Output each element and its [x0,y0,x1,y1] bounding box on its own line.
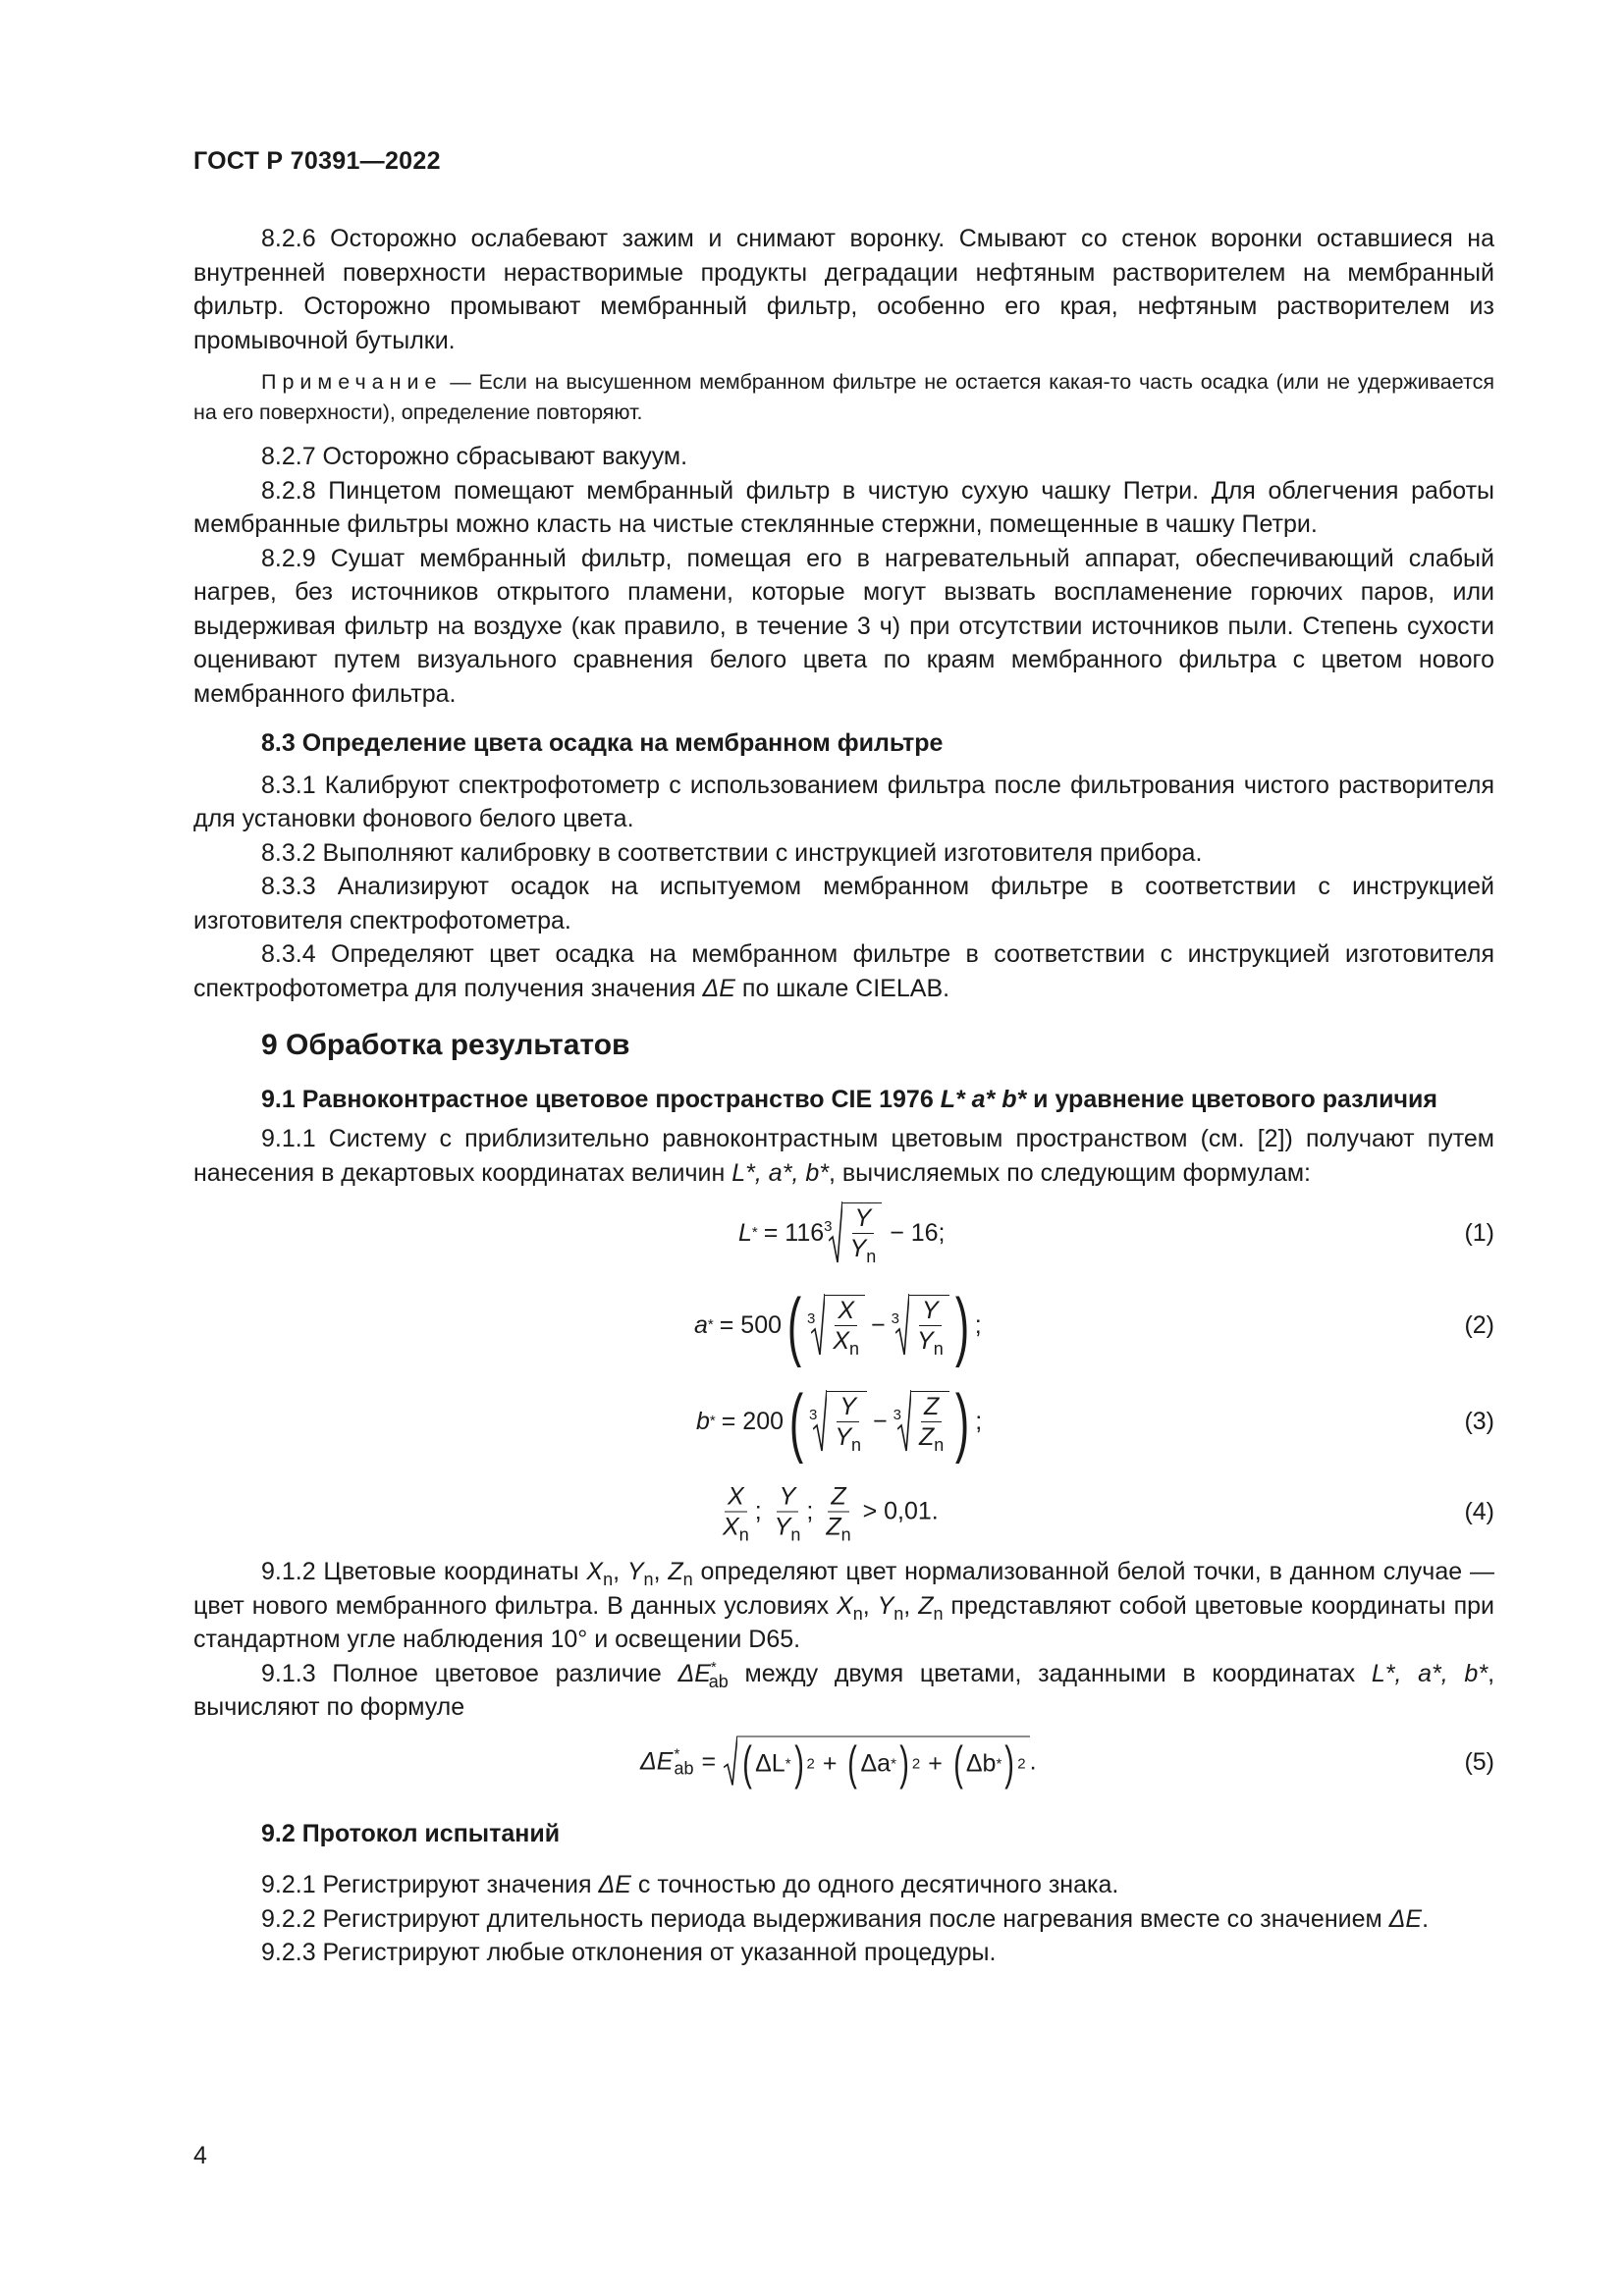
paragraph-8-3-3: 8.3.3 Анализируют осадок на испытуемом мембранном фильтре в соответствии с инструкцией изготовителя спектрофотометра. [193,873,1494,934]
paragraph-8-2-9: 8.2.9 Сушат мембранный фильтр, помещая его в нагревательный аппарат, обеспечивающий слабый нагрев, без источников открытого пламени, которые могут вызвать воспламенение горючих паров, или выдерживая фильтр на воздухе (как правило, в течение 3 ч) при отсутствии источников пыли. Степень сухости оценивают путем визуального сравнения белого цвета по краям мембранного фильтра с цветом нового мембранного фильтра. [193,544,1494,708]
document-header: ГОСТ Р 70391—2022 [193,147,441,175]
p911-text-a: 9.1.1 Систему с приблизительно равноконтрастным цветовым пространством (см. [2]) получают путем нанесения в декартовых координатах величин [193,1125,1494,1187]
h91-part2: и уравнение цветового различия [1026,1085,1437,1113]
formula-3 [193,1374,1494,1468]
f2-num-x: X [835,1296,857,1326]
paragraph-9-1-3 [193,1657,1494,1725]
f5-eq: = [701,1747,717,1776]
f2-left-paren: ( [786,1282,802,1368]
f4-sep-2: ; [806,1497,814,1525]
formula-4-expression [717,1482,939,1545]
p913-sub-ab: ab [708,1671,729,1691]
f3-root-y [809,1390,867,1453]
f3-left-paren: ( [788,1378,804,1465]
f4-num-x: X [725,1482,747,1513]
f3-right-paren: ) [955,1378,970,1465]
formula-2-number: (2) [1464,1310,1494,1339]
p913-delta-e: ΔE [677,1659,711,1687]
f1-num: Y [852,1203,875,1234]
note-label: Примечание [261,370,443,394]
f2-tail: ; [974,1310,982,1339]
p912-y2: Y [877,1591,894,1620]
p912-x-sub: n [603,1570,614,1589]
paragraph-8-3-4 [193,937,1494,1005]
p912-z-sub: n [682,1570,693,1589]
formula-1-expression: L * = 116 3 $\frac{Y}{Y_n}$ − 16; [738,1201,946,1264]
p912-x2-sub: n [852,1603,863,1624]
f1-den: Y [849,1235,867,1262]
f3-den-y-sub: n [851,1435,862,1455]
f3-root-z [893,1390,950,1453]
f5-db: Δb [965,1749,997,1778]
paragraph-8-2-7: 8.2.7 Осторожно сбрасывают вакуум. [261,443,688,470]
formula-1 [193,1190,1494,1276]
f5-dl: ΔL [755,1749,785,1778]
f2-root-x [807,1294,865,1357]
f2-den-y: Y [917,1327,934,1355]
p913-vars: L*, a*, b* [1371,1659,1489,1687]
f2-root-y [892,1294,949,1357]
f3-eq: = 200 [721,1407,785,1435]
f1-den-sub: n [866,1247,877,1266]
paragraph-9-2-2 [193,1902,1494,1937]
f5-star: * [674,1745,680,1763]
f3-num-z: Z [921,1392,942,1422]
paragraph-8-3-1: 8.3.1 Калибруют спектрофотометр с использованием фильтра после фильтрования чистого растворителя для установки фонового белого цвета. [193,771,1494,832]
formula-4 [193,1468,1494,1555]
f1-frac [847,1203,880,1266]
note-text: — Если на высушенном мембранном фильтре не остается какая-то часть осадка (или не удерживается на его поверхности), определение повторяют. [193,370,1494,424]
paragraph-9-1-1 [193,1122,1494,1190]
f5-plus-2: + [928,1749,943,1778]
f1-tail: − 16; [890,1218,946,1247]
p912-x: X [586,1558,604,1585]
paragraph-8-3-2: 8.3.2 Выполняют калибровку в соответствии с инструкцией изготовителя прибора. [261,838,1203,867]
p912-z2: Z [918,1591,934,1620]
p921-delta-e: ΔE [598,1871,631,1898]
formula-5 [193,1725,1494,1799]
f4-den-y-sub: n [790,1524,801,1545]
f2-den-x: X [833,1327,850,1355]
f1-L: L [738,1218,752,1247]
p913-star: * [710,1658,717,1676]
heading-9-1 [261,1083,1494,1117]
f4-num-y: Y [777,1482,799,1513]
f5-da: Δa [860,1749,892,1778]
formula-1-number: (1) [1464,1218,1494,1247]
p834-text-b: по шкале CIELAB. [734,974,950,1002]
f3-den-z: Z [919,1423,935,1451]
f4-sep-1: ; [754,1497,762,1525]
p912-text-c: представляют собой цветовые координаты при стандартном угле наблюдения 10° и освещении D65. [193,1591,1494,1653]
radical-sign-icon [724,1736,737,1788]
f3-tail: ; [975,1407,983,1435]
f3-den-y: Y [835,1423,852,1451]
formula-2 [193,1276,1494,1374]
f3-minus: − [873,1407,888,1435]
formula-2-expression: a * = 500 ( 3 $\frac{X}{X_n}$ − 3 $\frac{Y}{Y_n}$ ) ; [694,1282,982,1368]
p913-text-a: 9.1.3 Полное цветовое различие [261,1659,678,1687]
paragraph-8-2-8: 8.2.8 Пинцетом помещают мембранный фильтр в чистую сухую чашку Петри. Для облегчения работы мембранные фильтры можно класть на чистые стеклянные стержни, помещенные в чашку Петри. [193,476,1494,538]
f1-cube-root [824,1201,882,1264]
f3-num-y: Y [837,1392,859,1422]
f4-den-x: X [723,1513,739,1541]
p922-delta-e: ΔE [1388,1904,1423,1933]
p912-x2: X [837,1591,853,1620]
f5-plus-1: + [822,1749,838,1778]
formula-5-number: (5) [1464,1747,1494,1776]
p912-y: Y [626,1558,644,1585]
f3-b: b [696,1407,710,1435]
p834-text-a: 8.3.4 Определяют цвет осадка на мембранном фильтре в соответствии с инструкцией изготовителя спектрофотометра для получения значения [193,940,1494,1002]
f4-den-z-sub: n [840,1524,851,1545]
f4-den-z: Z [826,1513,841,1541]
f5-delta-e: ΔE [640,1747,674,1776]
h91-part1: 9.1 Равноконтрастное цветовое пространство CIE 1976 [261,1085,941,1113]
f3-root-index-1: 3 [809,1406,818,1423]
f2-den-y-sub: n [933,1339,944,1359]
p921-text-b: с точностью до одного десятичного знака. [630,1871,1119,1898]
f4-num-z: Z [828,1482,848,1513]
f5-square-root: ( ΔL * ) 2 + ( Δa * ) 2 + ( Δb * ) 2 [724,1735,1030,1788]
f2-right-paren: ) [954,1282,969,1368]
p912-text-b: определяют цвет нормализованной белой точки, в данном случае — цвет нового мембранного фильтра. В данных условиях [193,1558,1494,1620]
heading-9: 9 Обработка результатов [261,1029,630,1061]
p911-text-b: , вычисляемых по следующим формулам: [828,1158,1311,1187]
formula-5-expression [640,1735,1037,1788]
f2-eq: = 500 [719,1310,783,1339]
p913-text-b: между двумя цветами, заданными в координатах [728,1659,1372,1687]
page-number: 4 [193,2142,207,2169]
p912-y-sub: n [643,1570,654,1589]
p911-vars: L*, a*, b* [731,1158,829,1187]
f2-den-x-sub: n [849,1339,860,1359]
p922-text-a: 9.2.2 Регистрируют длительность периода выдерживания после нагревания вместе со значением [261,1904,1389,1933]
p913-text-d: , вычисляют по формуле [193,1659,1495,1721]
f2-num-y: Y [919,1296,942,1326]
f4-den-y: Y [774,1513,791,1541]
f5-tail: . [1029,1747,1037,1776]
f3-den-z-sub: n [934,1435,945,1455]
f2-root-index-1: 3 [807,1309,816,1327]
p922-text-b: . [1422,1904,1430,1933]
p834-delta-e: ΔE [702,974,735,1002]
paragraph-9-2-1 [193,1868,1494,1902]
f4-tail: > 0,01. [862,1497,939,1525]
p912-text-a: 9.1.2 Цветовые координаты [261,1558,587,1585]
p912-y2-sub: n [893,1603,904,1624]
heading-9-2: 9.2 Протокол испытаний [261,1819,561,1847]
f2-a: a [694,1310,708,1339]
f2-minus: − [871,1310,886,1339]
h91-lab: L* a* b* [940,1085,1027,1113]
p912-z: Z [668,1558,683,1585]
note [193,367,1494,428]
f2-root-index-2: 3 [891,1309,899,1327]
paragraph-8-2-6: 8.2.6 Осторожно ослабевают зажим и снимают воронку. Смывают со стенок воронки оставшиеся на внутренней поверхности нерастворимые продукты деградации нефтяным растворителем на мембранный фильтр. Осторожно промывают мембранный фильтр, особенно его края, нефтяным растворителем из промывочной бутылки. [193,225,1494,354]
paragraph-9-1-2: 9.1.2 Цветовые координаты $X_n$, $Y_n$, $Z_n$ определяют цвет нормализованной белой точки, в данном случае — цвет нового мембранного фильтра. В данных условиях $X_n$, $Y_n$, $Z_n$ представляют собой цветовые координаты при стандартном угле наблюдения 10° и освещении D65. [193,1558,1494,1653]
formula-3-expression: b * = 200 ( 3 $\frac{Y}{Y_n}$ − 3 $\frac{Z}{Z_n}$ ) ; [696,1378,983,1465]
p912-z2-sub: n [933,1603,944,1624]
f1-eq: = 116 [763,1218,825,1247]
f1-root-index: 3 [824,1217,833,1235]
f4-den-x-sub: n [738,1524,749,1545]
f5-sub-ab: ab [674,1758,694,1779]
paragraph-9-2-3: 9.2.3 Регистрируют любые отклонения от указанной процедуры. [261,1939,997,1966]
heading-8-3: 8.3 Определение цвета осадка на мембранном фильтре [261,729,944,757]
f3-root-index-2: 3 [893,1406,901,1423]
formula-3-number: (3) [1464,1407,1494,1435]
document-body [193,222,1494,1970]
formula-4-number: (4) [1464,1497,1494,1525]
p921-text-a: 9.2.1 Регистрируют значения [261,1871,599,1898]
